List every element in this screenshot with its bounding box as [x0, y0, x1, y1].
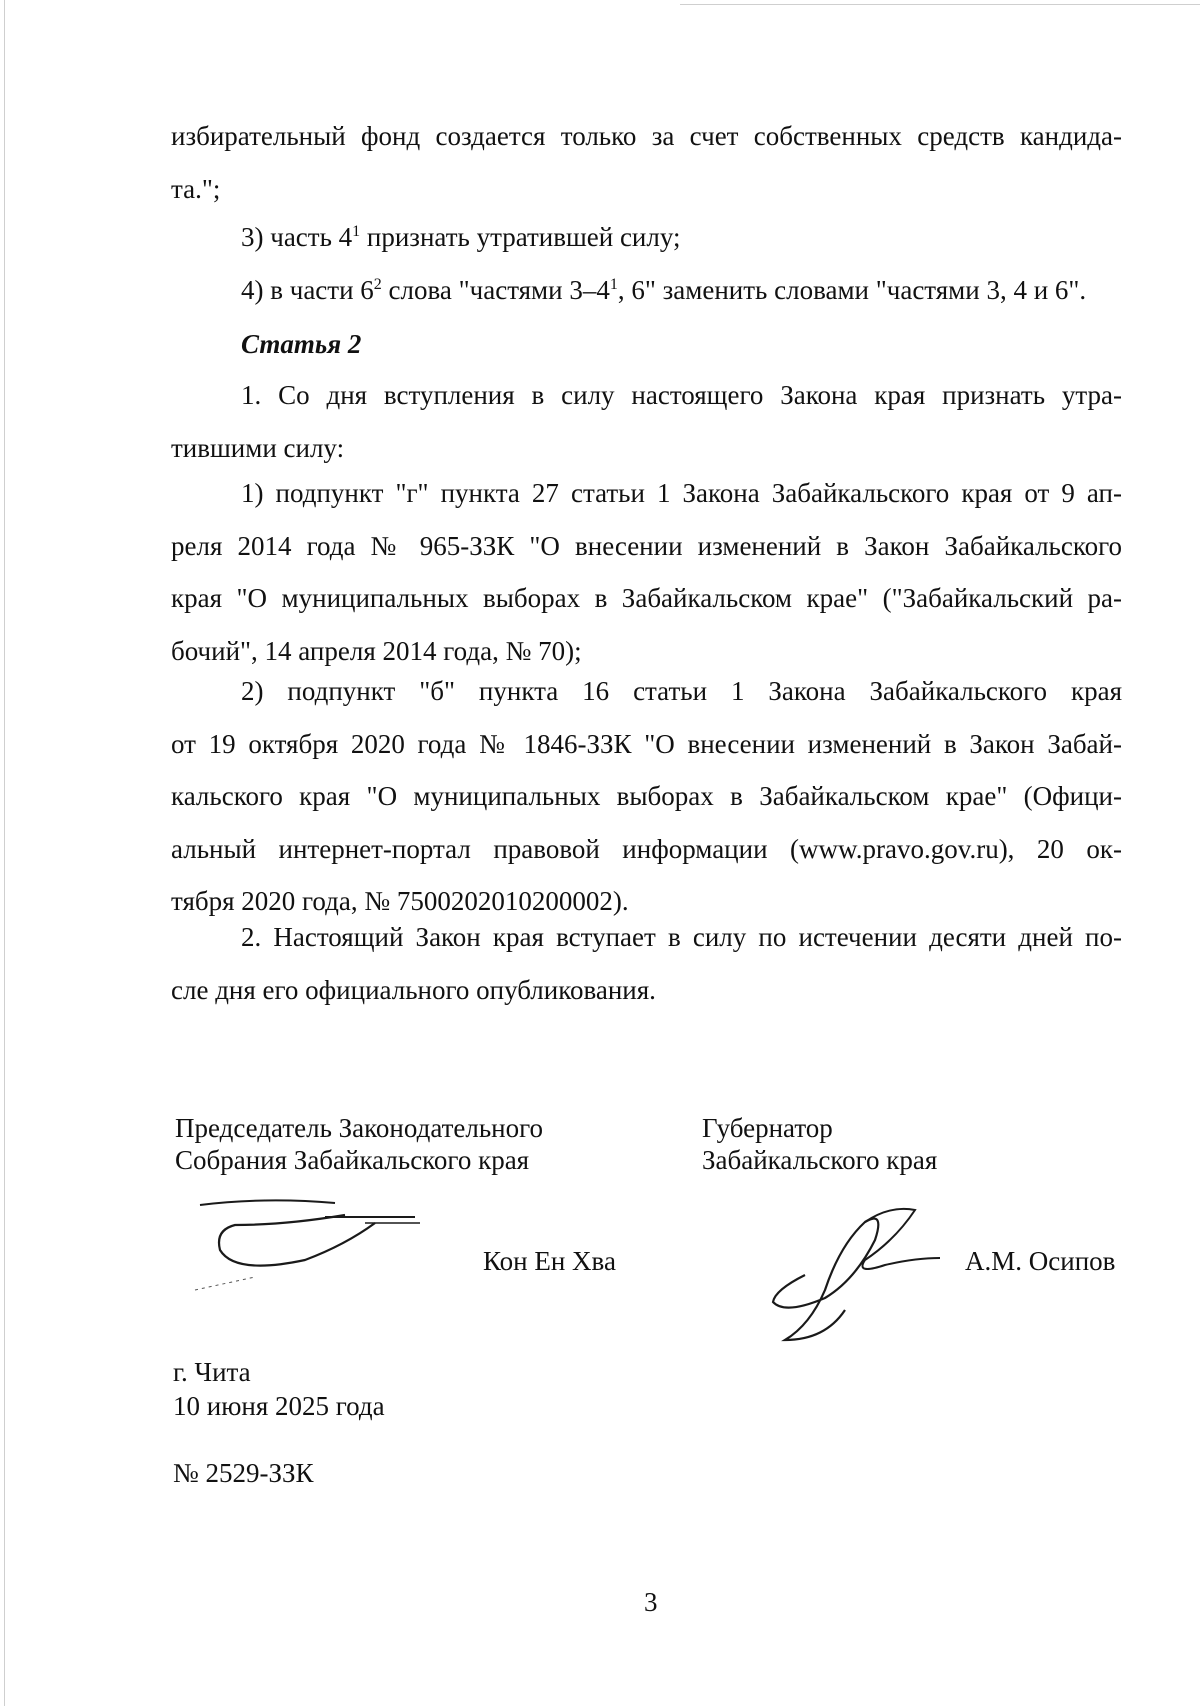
scan-edge-left [4, 0, 5, 1706]
item-4 [171, 259, 1122, 312]
article-2-item-2 [171, 665, 1122, 928]
text-line: альный интернет-портал правовой информации (www.pravo.gov.ru), 20 ок- [171, 833, 1122, 864]
article-2-item-1 [171, 467, 1122, 677]
item-3-text-a: 3) часть 4 [241, 222, 353, 252]
item-3-superscript: 1 [352, 223, 361, 240]
item-3-text-b: признать утратившей силу; [360, 222, 681, 252]
text-line: 1. Со дня вступления в силу настоящего Закона края признать утра- [241, 380, 1122, 410]
text-line: края "О муниципальных выборах в Забайкальском крае" ("Забайкальский ра- [171, 583, 1122, 613]
item-4-superscript-2: 1 [609, 276, 618, 293]
governor-title [702, 1112, 937, 1176]
item-4-superscript-1: 2 [373, 276, 382, 293]
chair-signature [195, 1195, 425, 1295]
governor-name: А.М. Осипов [965, 1246, 1116, 1276]
city: г. Чита [173, 1357, 251, 1387]
article-2-paragraph-2 [171, 911, 1122, 1016]
law-number: № 2529-ЗЗК [173, 1458, 314, 1488]
text-line: реля 2014 года № 965-ЗЗК "О внесении изменений в Закон Забайкальского [171, 530, 1122, 561]
chair-title-line-2: Собрания Забайкальского края [175, 1145, 530, 1175]
article-2-paragraph-1 [171, 369, 1122, 474]
item-4-text-b: слова "частями 3–4 [381, 275, 610, 305]
item-4-text-c: , 6" заменить словами "частями 3, 4 и 6". [617, 275, 1087, 305]
item-3 [171, 206, 1122, 259]
text-line: 1) подпункт "г" пункта 27 статьи 1 Закона Забайкальского края от 9 ап- [241, 478, 1122, 508]
text-line: бочий", 14 апреля 2014 года, № 70); [171, 635, 582, 666]
article-heading [171, 318, 1122, 371]
text-line [171, 259, 1122, 312]
chair-title-line-1: Председатель Законодательного [175, 1113, 544, 1143]
article-heading-text: Статья 2 [241, 329, 362, 359]
text-line: 2. Настоящий Закон края вступает в силу по истечении десяти дней по- [241, 922, 1122, 952]
item-4-text-a: 4) в части 6 [241, 275, 374, 305]
text-line: избирательный фонд создается только за счет собственных средств кандида- [171, 121, 1122, 151]
scan-edge-top [680, 4, 1200, 5]
text-line: сле дня его официального опубликования. [171, 974, 656, 1005]
page-number: 3 [644, 1587, 658, 1617]
signing-date: 10 июня 2025 года [173, 1391, 385, 1421]
governor-title-line-1: Губернатор [702, 1113, 833, 1143]
governor-title-line-2: Забайкальского края [702, 1145, 938, 1175]
chair-name: Кон Ен Хва [483, 1246, 616, 1276]
text-line: от 19 октября 2020 года № 1846-ЗЗК "О внесении изменений в Закон Забай- [171, 728, 1122, 759]
intro-paragraph [171, 110, 1122, 215]
text-line: тившими силу: [171, 432, 345, 463]
text-line [171, 206, 1122, 259]
text-line: та."; [171, 173, 221, 204]
text-line: тября 2020 года, № 7500202010200002). [171, 886, 629, 916]
chair-title [175, 1112, 543, 1176]
governor-signature [765, 1200, 945, 1350]
text-line: 2) подпункт "б" пункта 16 статьи 1 Закона Забайкальского края [241, 676, 1122, 706]
text-line: кальского края "О муниципальных выборах в Забайкальском крае" (Офици- [171, 781, 1122, 811]
